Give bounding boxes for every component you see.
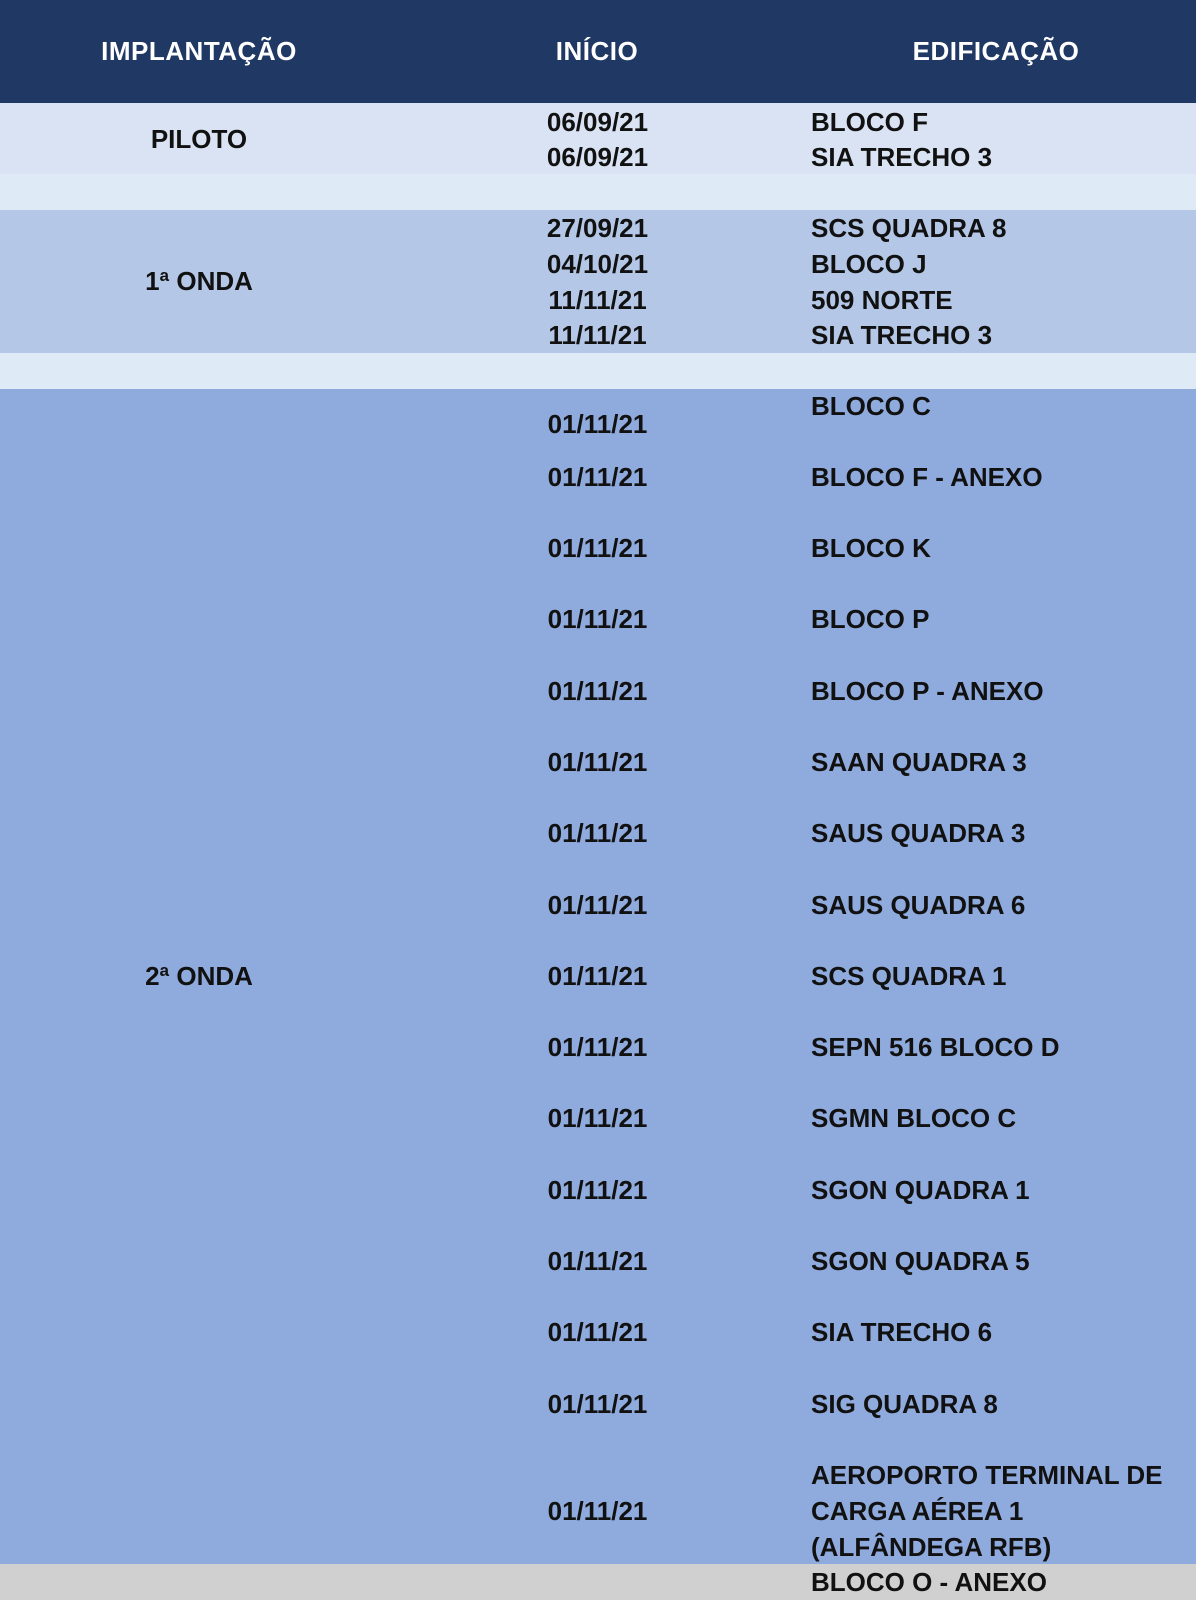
date-cell: 01/11/21 xyxy=(547,604,648,634)
date-cell: 01/11/21 xyxy=(547,1175,648,1205)
building-cell: BLOCO F - ANEXO xyxy=(811,462,1043,492)
date-cell: 01/11/21 xyxy=(547,1496,648,1526)
date-cell: 01/11/21 xyxy=(547,1103,648,1133)
building-cell: SCS QUADRA 8 xyxy=(811,213,1007,243)
building-cell: SGON QUADRA 5 xyxy=(811,1246,1030,1276)
building-cell: SCS QUADRA 1 xyxy=(811,961,1007,991)
header-edificacao: EDIFICAÇÃO xyxy=(912,36,1080,66)
table-header xyxy=(0,0,1196,103)
date-cell: 04/10/21 xyxy=(546,249,649,279)
date-cell: 01/11/21 xyxy=(547,1317,648,1347)
building-cell: 509 NORTE xyxy=(811,285,953,315)
building-cell: SGMN BLOCO C xyxy=(811,1103,1017,1133)
group-label-onda-2: 2ª ONDA xyxy=(145,961,253,991)
date-cell: 01/11/21 xyxy=(547,1389,648,1419)
building-cell: SGON QUADRA 1 xyxy=(811,1175,1030,1205)
building-cell: BLOCO F xyxy=(811,107,928,137)
building-cell: BLOCO C xyxy=(811,391,931,421)
building-cell: SIA TRECHO 6 xyxy=(811,1317,993,1347)
date-cell: 01/11/21 xyxy=(547,1032,648,1062)
date-cell: 11/11/21 xyxy=(548,285,647,315)
date-cell: 01/11/21 xyxy=(547,1246,648,1276)
date-cell: 01/11/21 xyxy=(547,818,648,848)
building-cell: SAUS QUADRA 6 xyxy=(811,890,1026,920)
header-inicio: INÍCIO xyxy=(555,36,639,66)
building-cell: BLOCO K xyxy=(811,533,931,563)
building-cell: BLOCO O - ANEXO xyxy=(811,1567,1047,1597)
building-cell: SAAN QUADRA 3 xyxy=(811,747,1027,777)
group-label-piloto: PILOTO xyxy=(150,124,248,154)
date-cell: 01/11/21 xyxy=(547,533,648,563)
building-cell: BLOCO P - ANEXO xyxy=(811,676,1044,706)
date-cell: 01/11/21 xyxy=(547,462,648,492)
building-cell: SAUS QUADRA 3 xyxy=(811,818,1026,848)
date-cell: 01/11/21 xyxy=(547,409,648,439)
date-cell: 01/11/21 xyxy=(547,747,648,777)
building-cell: BLOCO J xyxy=(811,249,927,279)
date-cell: 06/09/21 xyxy=(546,107,649,137)
date-cell: 01/11/21 xyxy=(547,961,648,991)
building-cell: SEPN 516 BLOCO D xyxy=(811,1032,1060,1062)
building-cell: SIG QUADRA 8 xyxy=(811,1389,998,1419)
building-cell: SIA TRECHO 3 xyxy=(811,142,993,172)
date-cell: 11/11/21 xyxy=(548,320,647,350)
spacer-band xyxy=(0,174,1196,210)
building-cell: AEROPORTO TERMINAL DE CARGA AÉREA 1 (ALFÂNDEGA RFB) xyxy=(811,1460,1163,1562)
date-cell: 27/09/21 xyxy=(546,213,649,243)
building-cell: BLOCO P xyxy=(811,604,930,634)
group-label-onda-1: 1ª ONDA xyxy=(145,266,253,296)
spacer-band xyxy=(0,353,1196,389)
header-implantacao: IMPLANTAÇÃO xyxy=(101,36,297,66)
date-cell: 06/09/21 xyxy=(546,142,649,172)
date-cell: 01/11/21 xyxy=(547,676,648,706)
date-cell: 01/11/21 xyxy=(547,890,648,920)
building-cell: SIA TRECHO 3 xyxy=(811,320,993,350)
